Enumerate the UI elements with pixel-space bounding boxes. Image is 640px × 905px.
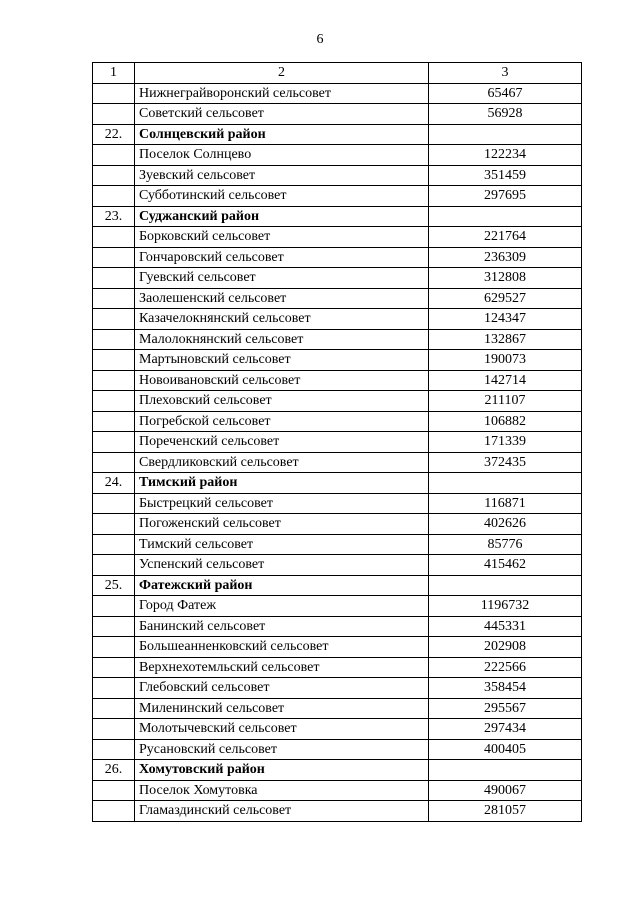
- row-number: [93, 801, 135, 822]
- row-number: [93, 227, 135, 248]
- row-number: [93, 432, 135, 453]
- table-row: [93, 698, 582, 719]
- settlement-name: Новоивановский сельсовет: [135, 370, 429, 391]
- amount-value: 402626: [429, 514, 582, 535]
- amount-value: 400405: [429, 739, 582, 760]
- row-number: [93, 493, 135, 514]
- row-number: [93, 555, 135, 576]
- row-number: [93, 452, 135, 473]
- table-row: [93, 411, 582, 432]
- district-row: [93, 575, 582, 596]
- table-row: [93, 350, 582, 371]
- settlement-name: Мартыновский сельсовет: [135, 350, 429, 371]
- amount-value: [429, 206, 582, 227]
- settlement-name: Заолешенский сельсовет: [135, 288, 429, 309]
- district-row: [93, 473, 582, 494]
- amount-value: 1196732: [429, 596, 582, 617]
- amount-value: 171339: [429, 432, 582, 453]
- table-row: [93, 678, 582, 699]
- settlement-name: Большеанненковский сельсовет: [135, 637, 429, 658]
- row-number: [93, 247, 135, 268]
- row-number: [93, 719, 135, 740]
- row-number: [93, 698, 135, 719]
- table-row: [93, 637, 582, 658]
- page-number: 6: [316, 32, 324, 47]
- settlement-name: Погоженский сельсовет: [135, 514, 429, 535]
- district-name: Хомутовский район: [135, 760, 429, 781]
- amount-value: 372435: [429, 452, 582, 473]
- amount-value: 351459: [429, 165, 582, 186]
- district-row: [93, 124, 582, 145]
- row-number: [93, 596, 135, 617]
- row-number: [93, 165, 135, 186]
- row-number: [93, 309, 135, 330]
- amount-value: 221764: [429, 227, 582, 248]
- amount-value: 445331: [429, 616, 582, 637]
- allocation-table: [92, 62, 582, 822]
- amount-value: [429, 575, 582, 596]
- row-number: [93, 534, 135, 555]
- row-number: [93, 637, 135, 658]
- amount-value: 312808: [429, 268, 582, 289]
- row-number: [93, 391, 135, 412]
- table-row: [93, 288, 582, 309]
- settlement-name: Малолокнянский сельсовет: [135, 329, 429, 350]
- table-row: [93, 514, 582, 535]
- district-name: Фатежский район: [135, 575, 429, 596]
- amount-value: [429, 124, 582, 145]
- table-row: [93, 780, 582, 801]
- settlement-name: Казачелокнянский сельсовет: [135, 309, 429, 330]
- table-row: [93, 104, 582, 125]
- settlement-name: Поселок Хомутовка: [135, 780, 429, 801]
- amount-value: 202908: [429, 637, 582, 658]
- table-row: [93, 616, 582, 637]
- settlement-name: Советский сельсовет: [135, 104, 429, 125]
- amount-value: 358454: [429, 678, 582, 699]
- settlement-name: Пореченский сельсовет: [135, 432, 429, 453]
- amount-value: 122234: [429, 145, 582, 166]
- row-number: [93, 186, 135, 207]
- table-row: [93, 657, 582, 678]
- settlement-name: Успенский сельсовет: [135, 555, 429, 576]
- table-row: [93, 801, 582, 822]
- amount-value: 629527: [429, 288, 582, 309]
- row-number: [93, 739, 135, 760]
- row-number: 22.: [93, 124, 135, 145]
- table-row: [93, 370, 582, 391]
- table-row: [93, 329, 582, 350]
- table-row: [93, 145, 582, 166]
- settlement-name: Поселок Солнцево: [135, 145, 429, 166]
- table-row: [93, 309, 582, 330]
- column-header-2: 2: [135, 63, 429, 84]
- amount-value: 142714: [429, 370, 582, 391]
- settlement-name: Погребской сельсовет: [135, 411, 429, 432]
- table-row: [93, 247, 582, 268]
- settlement-name: Банинский сельсовет: [135, 616, 429, 637]
- table-row: [93, 452, 582, 473]
- row-number: 26.: [93, 760, 135, 781]
- amount-value: [429, 760, 582, 781]
- amount-value: 236309: [429, 247, 582, 268]
- amount-value: 490067: [429, 780, 582, 801]
- amount-value: 281057: [429, 801, 582, 822]
- amount-value: 297695: [429, 186, 582, 207]
- row-number: [93, 514, 135, 535]
- row-number: [93, 268, 135, 289]
- table-row: [93, 596, 582, 617]
- settlement-name: Глебовский сельсовет: [135, 678, 429, 699]
- settlement-name: Молотычевский сельсовет: [135, 719, 429, 740]
- row-number: 23.: [93, 206, 135, 227]
- amount-value: 106882: [429, 411, 582, 432]
- settlement-name: Нижнеграйворонский сельсовет: [135, 83, 429, 104]
- row-number: 25.: [93, 575, 135, 596]
- amount-value: [429, 473, 582, 494]
- row-number: [93, 329, 135, 350]
- table-row: [93, 739, 582, 760]
- settlement-name: Плеховский сельсовет: [135, 391, 429, 412]
- table-row: [93, 493, 582, 514]
- settlement-name: Миленинский сельсовет: [135, 698, 429, 719]
- amount-value: 211107: [429, 391, 582, 412]
- table-row: [93, 83, 582, 104]
- row-number: [93, 780, 135, 801]
- table-row: [93, 165, 582, 186]
- table-header-row: [93, 63, 582, 84]
- row-number: [93, 104, 135, 125]
- amount-value: 415462: [429, 555, 582, 576]
- amount-value: 132867: [429, 329, 582, 350]
- amount-value: 65467: [429, 83, 582, 104]
- column-header-3: 3: [429, 63, 582, 84]
- row-number: [93, 83, 135, 104]
- row-number: [93, 657, 135, 678]
- row-number: [93, 370, 135, 391]
- amount-value: 56928: [429, 104, 582, 125]
- row-number: [93, 288, 135, 309]
- settlement-name: Свердликовский сельсовет: [135, 452, 429, 473]
- settlement-name: Гончаровский сельсовет: [135, 247, 429, 268]
- column-header-1: 1: [93, 63, 135, 84]
- district-row: [93, 760, 582, 781]
- settlement-name: Быстрецкий сельсовет: [135, 493, 429, 514]
- settlement-name: Гуевский сельсовет: [135, 268, 429, 289]
- row-number: [93, 678, 135, 699]
- table-row: [93, 534, 582, 555]
- settlement-name: Борковский сельсовет: [135, 227, 429, 248]
- district-name: Солнцевский район: [135, 124, 429, 145]
- table-row: [93, 227, 582, 248]
- row-number: [93, 411, 135, 432]
- amount-value: 222566: [429, 657, 582, 678]
- settlement-name: Русановский сельсовет: [135, 739, 429, 760]
- amount-value: 297434: [429, 719, 582, 740]
- row-number: 24.: [93, 473, 135, 494]
- settlement-name: Верхнехотемльский сельсовет: [135, 657, 429, 678]
- table-row: [93, 268, 582, 289]
- district-row: [93, 206, 582, 227]
- district-name: Суджанский район: [135, 206, 429, 227]
- row-number: [93, 145, 135, 166]
- row-number: [93, 350, 135, 371]
- amount-value: 295567: [429, 698, 582, 719]
- settlement-name: Субботинский сельсовет: [135, 186, 429, 207]
- table-row: [93, 719, 582, 740]
- amount-value: 124347: [429, 309, 582, 330]
- amount-value: 190073: [429, 350, 582, 371]
- settlement-name: Тимский сельсовет: [135, 534, 429, 555]
- table-row: [93, 432, 582, 453]
- amount-value: 116871: [429, 493, 582, 514]
- table-row: [93, 186, 582, 207]
- settlement-name: Город Фатеж: [135, 596, 429, 617]
- row-number: [93, 616, 135, 637]
- settlement-name: Гламаздинский сельсовет: [135, 801, 429, 822]
- table-row: [93, 555, 582, 576]
- district-name: Тимский район: [135, 473, 429, 494]
- amount-value: 85776: [429, 534, 582, 555]
- table-row: [93, 391, 582, 412]
- settlement-name: Зуевский сельсовет: [135, 165, 429, 186]
